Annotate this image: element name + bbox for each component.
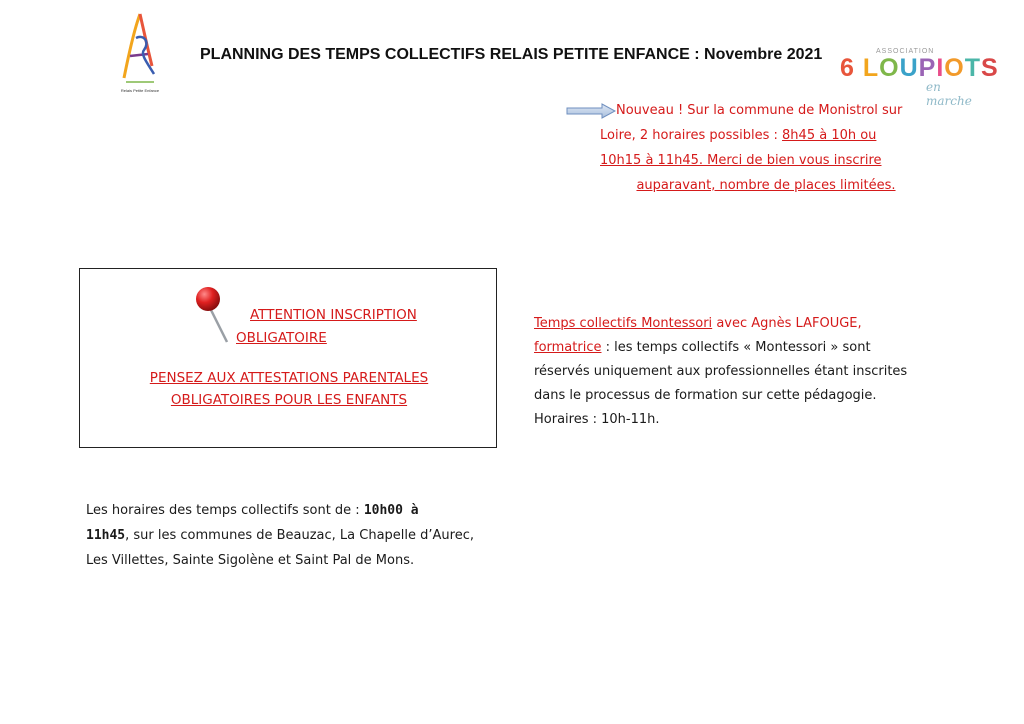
logo-digit: 6 bbox=[840, 54, 855, 82]
logo-letter: T bbox=[964, 54, 982, 82]
montessori-section bbox=[534, 312, 929, 432]
hours-communes-1: , sur les communes de Beauzac, La Chapelle d’Aurec, bbox=[125, 528, 475, 543]
logo-name bbox=[840, 54, 999, 83]
logo-letter: I bbox=[936, 54, 945, 82]
logo-letter: O bbox=[944, 54, 965, 82]
logo-letters bbox=[863, 54, 999, 82]
hours-time-start: 10h00 à bbox=[363, 503, 419, 518]
relais-logo-caption: Relais Petite Enfance bbox=[120, 88, 160, 93]
logo-letter: S bbox=[981, 54, 999, 82]
notice-line-4: auparavant, nombre de places limitées. bbox=[636, 178, 896, 193]
montessori-with: avec Agnès LAFOUGE, bbox=[712, 316, 862, 331]
hours-intro: Les horaires des temps collectifs sont de : bbox=[86, 503, 364, 518]
montessori-role: formatrice bbox=[534, 340, 602, 355]
monistrol-notice bbox=[600, 98, 932, 198]
montessori-text-1: : les temps collectifs « Montessori » sont bbox=[601, 340, 871, 355]
page-title: PLANNING DES TEMPS COLLECTIFS RELAIS PETITE ENFANCE : Novembre 2021 bbox=[200, 46, 823, 63]
logo-script: en marche bbox=[926, 80, 972, 108]
montessori-hours: Horaires : 10h-11h. bbox=[534, 412, 660, 427]
notice-line-2-text: Loire, 2 horaires possibles : bbox=[600, 128, 783, 143]
montessori-title: Temps collectifs Montessori bbox=[534, 316, 713, 331]
logo-letter: O bbox=[879, 54, 900, 82]
hours-paragraph bbox=[86, 498, 506, 573]
notice-line-2 bbox=[600, 123, 932, 148]
notice-line-1: Nouveau ! Sur la commune de Monistrol sur bbox=[616, 103, 903, 118]
hours-time-end: 11h45 bbox=[86, 528, 126, 543]
attention-line-3: PENSEZ AUX ATTESTATIONS PARENTALES bbox=[149, 370, 429, 386]
logo-letter: L bbox=[862, 54, 880, 82]
montessori-line-2 bbox=[534, 336, 929, 360]
hours-communes-2: Les Villettes, Sainte Sigolène et Saint Pal de Mons. bbox=[86, 553, 415, 568]
notice-time-1: 8h45 à 10h ou bbox=[782, 128, 877, 143]
logo-letter: U bbox=[899, 54, 919, 82]
montessori-line-3: réservés uniquement aux professionnelles étant inscrites bbox=[534, 364, 908, 379]
relais-logo bbox=[118, 8, 162, 100]
montessori-line-4: dans le processus de formation sur cette pédagogie. bbox=[534, 388, 877, 403]
montessori-line-1 bbox=[534, 312, 929, 336]
attention-box bbox=[79, 268, 497, 448]
push-pin-icon bbox=[195, 286, 231, 346]
attestation-notice bbox=[80, 367, 498, 411]
logo-association-label: ASSOCIATION bbox=[876, 48, 935, 55]
notice-line-3: 10h15 à 11h45. Merci de bien vous inscrire bbox=[600, 153, 882, 168]
logo-letter: P bbox=[918, 54, 937, 82]
loupiots-logo bbox=[840, 48, 999, 108]
attention-line-1: ATTENTION INSCRIPTION bbox=[250, 307, 417, 323]
attention-line-2: OBLIGATOIRE bbox=[236, 330, 327, 346]
attention-line-4: OBLIGATOIRES POUR LES ENFANTS bbox=[170, 392, 408, 408]
